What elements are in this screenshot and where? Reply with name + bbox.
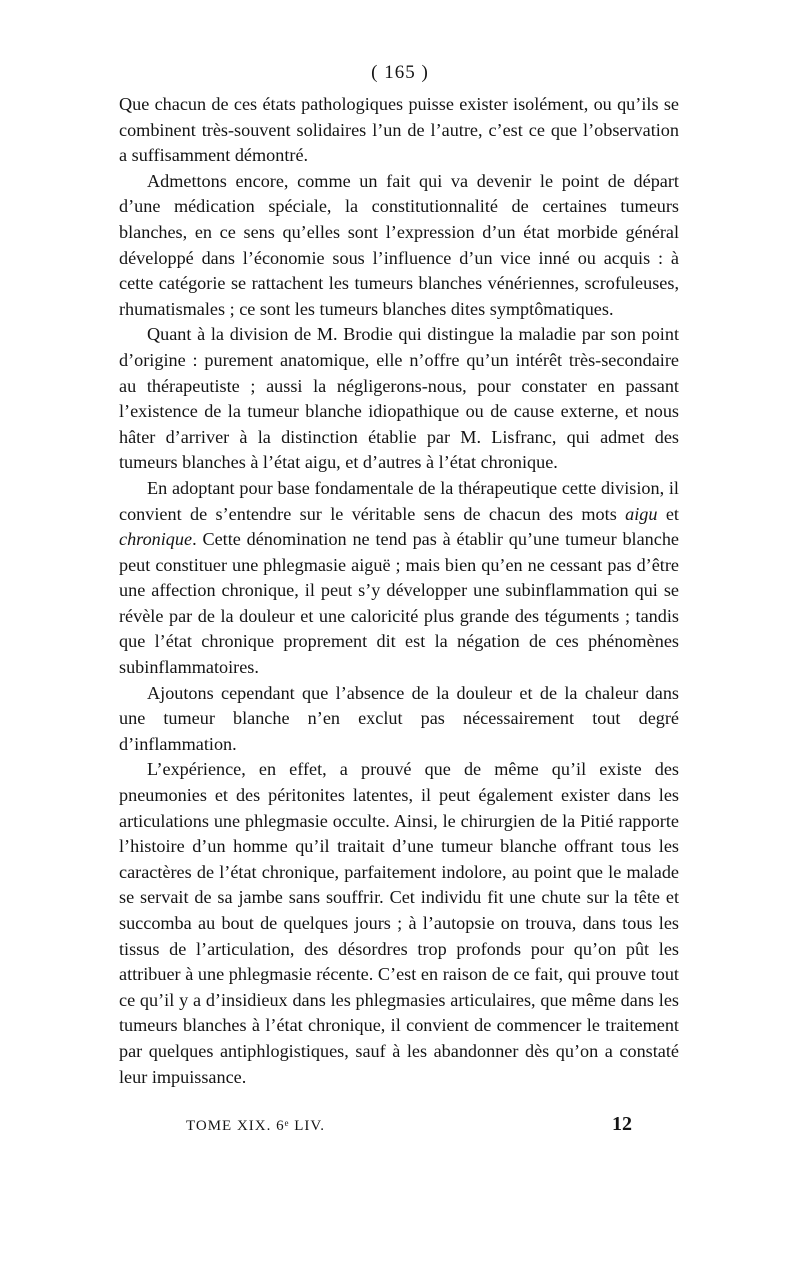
paragraph-2: Admettons encore, comme un fait qui va devenir le point de départ d’une médication spéciale, la constitutionnalité de certaines tumeurs blanches, en ce sens qu’elles sont l’expression d’un état morbide général développé dans l’économie sous l’influence d’un vice inné ou acquis : à cette catégorie se rattachent les tumeurs blanches vénériennes, scrofuleuses, rhumatismales ; ce sont les tumeurs blanches dites symptômatiques. xyxy=(119,170,679,319)
paragraph-6: L’expérience, en effet, a prouvé que de même qu’il existe des pneumonies et des péritonites latentes, il peut également exister dans les articulations une phlegmasie occulte. Ainsi, le chirurgien de la Pitié rapporte l’histoire d’un homme qu’il traitait d’une tumeur blanche offrant tous les caractères de l’état chronique, parfaitement indolore, au point que le malade se servait de sa jambe sans souffrir. Cet individu fit une chute sur la tête et succomba au bout de quelques jours ; à l’autopsie on trouva, dans tous les tissus de l’articulation, des désordres trop profonds pour qu’on pût les attribuer à une phlegmasie récente. C’est en raison de ce fait, qui prouve tout ce qu’il y a d’insidieux dans les phlegmasies articulaires, que même dans les tumeurs blanches à l’état chronique, il convient de commencer le traitement par quelques antiphlogistiques, sauf à les abandonner dès qu’on a constaté leur impuissance. xyxy=(119,759,679,1087)
paragraph-5: Ajoutons cependant que l’absence de la douleur et de la chaleur dans une tumeur blanche n’en exclut pas nécessairement tout degré d’inflammation. xyxy=(119,682,679,754)
page-footer xyxy=(186,1113,632,1136)
paragraph-4-after: . Cette dénomination ne tend pas à établir qu’une tumeur blanche peut constituer une phlegmasie aiguë ; mais bien qu’en ne cessant pas d’être une affection chronique, il peut s’y développer une subinflammation qui se révèle par de la douleur et une caloricité plus grande des téguments ; tandis que l’état chronique proprement dit est la négation de ces phénomènes subinflammatoires. xyxy=(119,529,679,678)
term-chronique: chronique xyxy=(119,529,193,550)
page-number: ( 165 ) xyxy=(371,62,429,83)
paragraph-4-before: En adoptant pour base fondamentale de la thérapeutique cette division, il convient de s’entendre sur le véritable sens de chacun des mots xyxy=(119,477,679,524)
sheet-number: 12 xyxy=(612,1113,632,1135)
paragraph-4 xyxy=(119,476,679,681)
term-aigu: aigu xyxy=(625,503,658,524)
paragraph-4-mid: et xyxy=(657,503,679,524)
body-text xyxy=(119,92,679,1090)
paragraph-3: Quant à la division de M. Brodie qui distingue la maladie par son point d’origine : purement anatomique, elle n’offre qu’un intérêt très-secondaire au thérapeutiste ; aussi la négligerons-nous, pour constater en passant l’existence de la tumeur blanche idiopathique ou de cause externe, et nous hâter d’arriver à la distinction établie par M. Lisfranc, qui admet des tumeurs blanches à l’état aigu, et d’autres à l’état chronique. xyxy=(119,324,679,473)
paragraph-1: Que chacun de ces états pathologiques puisse exister isolément, ou qu’ils se combinent très-souvent solidaires l’un de l’autre, c’est ce que l’observation a suffisamment démontré. xyxy=(119,94,679,166)
volume-signature: TOME XIX. 6ᵉ LIV. xyxy=(186,1118,326,1134)
